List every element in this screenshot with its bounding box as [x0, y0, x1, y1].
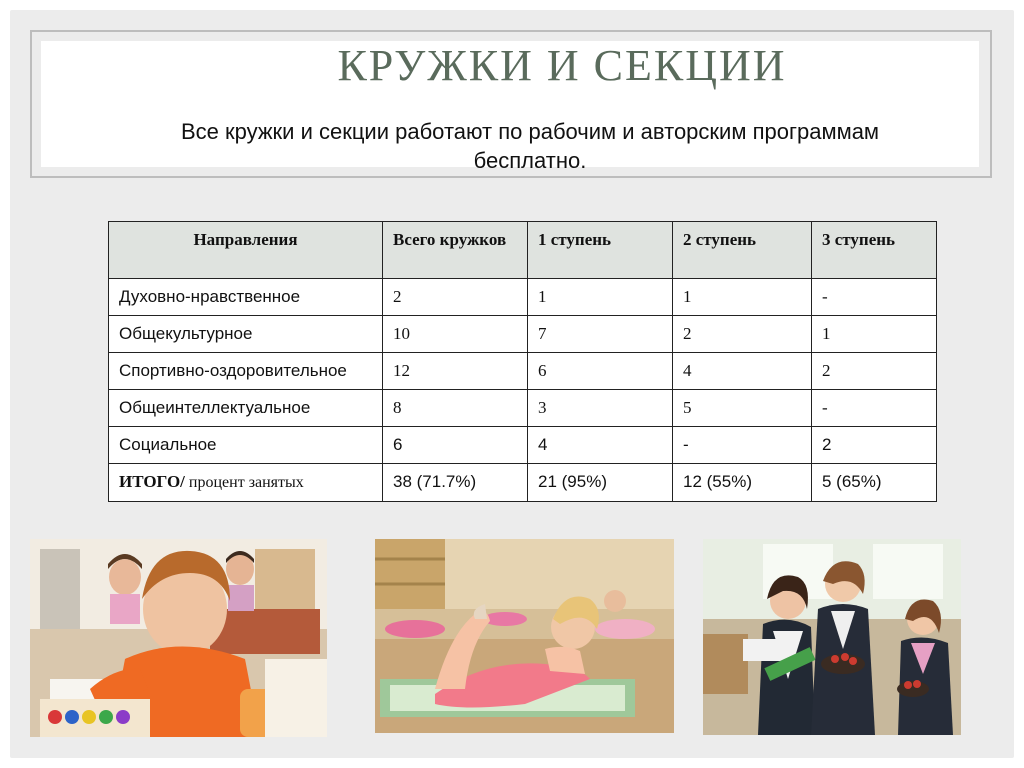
painting-children-photo — [30, 539, 327, 737]
col-header-direction: Направления — [109, 222, 383, 279]
row-stage1: 4 — [528, 427, 673, 464]
col-header-stage2: 2 ступень — [673, 222, 812, 279]
row-total: 8 — [383, 390, 528, 427]
total-stage3: 5 (65%) — [812, 464, 937, 502]
page-subtitle: Все кружки и секции работают по рабочим и авторским программам бесплатно. — [180, 119, 880, 173]
row-direction: Духовно-нравственное — [109, 279, 383, 316]
row-stage3: - — [812, 279, 937, 316]
row-stage1: 3 — [528, 390, 673, 427]
row-stage3: 1 — [812, 316, 937, 353]
schoolgirls-cooking-photo — [703, 539, 961, 735]
row-stage1: 6 — [528, 353, 673, 390]
row-total: 2 — [383, 279, 528, 316]
row-stage3: 2 — [812, 427, 937, 464]
row-direction: Спортивно-оздоровительное — [109, 353, 383, 390]
row-total: 12 — [383, 353, 528, 390]
row-stage2: - — [673, 427, 812, 464]
total-label-bold: ИТОГО/ — [119, 472, 185, 491]
row-stage2: 5 — [673, 390, 812, 427]
row-total: 6 — [383, 427, 528, 464]
row-direction: Общеинтеллектуальное — [109, 390, 383, 427]
table-row — [109, 316, 937, 353]
row-stage3: 2 — [812, 353, 937, 390]
page-title: КРУЖКИ И СЕКЦИИ — [337, 41, 787, 90]
total-all: 38 (71.7%) — [383, 464, 528, 502]
table-row — [109, 279, 937, 316]
gymnastics-children-photo — [375, 539, 674, 733]
row-total: 10 — [383, 316, 528, 353]
total-label — [109, 464, 383, 502]
col-header-total: Всего кружков — [383, 222, 528, 279]
row-stage1: 7 — [528, 316, 673, 353]
table-total-row — [109, 464, 937, 502]
row-stage2: 2 — [673, 316, 812, 353]
total-label-rest: процент занятых — [184, 474, 304, 491]
row-stage3: - — [812, 390, 937, 427]
table-row — [109, 427, 937, 464]
table-header-row — [109, 222, 937, 279]
row-stage1: 1 — [528, 279, 673, 316]
row-direction: Социальное — [109, 427, 383, 464]
table-row — [109, 353, 937, 390]
row-stage2: 4 — [673, 353, 812, 390]
col-header-stage1: 1 ступень — [528, 222, 673, 279]
row-stage2: 1 — [673, 279, 812, 316]
table-row — [109, 390, 937, 427]
total-stage1: 21 (95%) — [528, 464, 673, 502]
clubs-table — [108, 221, 937, 502]
row-direction: Общекультурное — [109, 316, 383, 353]
total-stage2: 12 (55%) — [673, 464, 812, 502]
col-header-stage3: 3 ступень — [812, 222, 937, 279]
